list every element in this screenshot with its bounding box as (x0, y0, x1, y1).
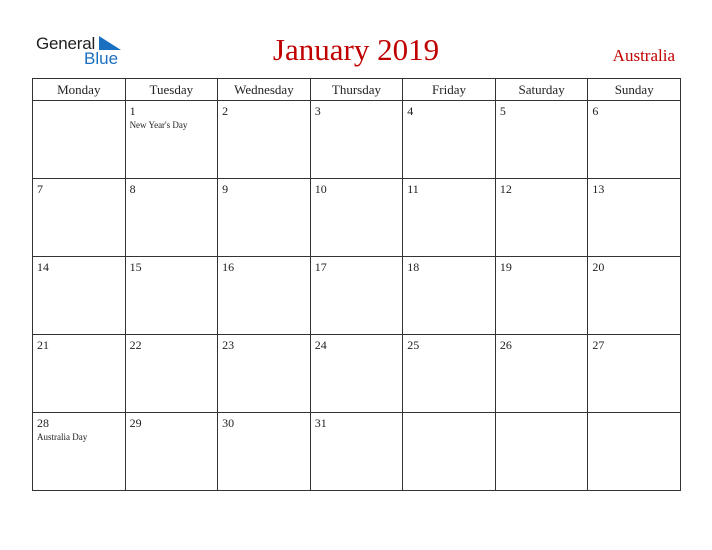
day-number: 5 (499, 104, 506, 118)
holiday-label (218, 352, 310, 354)
holiday-label (496, 118, 588, 120)
holiday-label (218, 274, 310, 276)
day-number: 25 (407, 338, 420, 352)
holiday-label (403, 118, 495, 120)
week-row (33, 101, 681, 179)
day-number: 4 (407, 104, 414, 118)
week-row (33, 179, 681, 257)
holiday-label (403, 416, 495, 418)
day-number: 3 (314, 104, 321, 118)
day-number: 1 (129, 104, 136, 118)
holiday-label (403, 352, 495, 354)
day-number: 22 (129, 338, 142, 352)
day-cell (125, 257, 218, 335)
holiday-label (33, 104, 125, 106)
day-number: 11 (407, 182, 419, 196)
day-cell (588, 413, 681, 491)
day-cell (495, 101, 588, 179)
holiday-label (311, 196, 403, 198)
day-cell (403, 335, 496, 413)
day-cell (495, 179, 588, 257)
day-number: 26 (499, 338, 512, 352)
holiday-label (126, 430, 218, 432)
day-cell (310, 257, 403, 335)
day-number: 21 (37, 338, 49, 352)
day-number: 10 (314, 182, 327, 196)
day-cell (403, 101, 496, 179)
day-cell (495, 413, 588, 491)
day-number: 2 (222, 104, 229, 118)
day-number: 28 (37, 416, 49, 430)
day-cell (218, 179, 311, 257)
holiday-label (33, 196, 125, 198)
day-number: 14 (37, 260, 49, 274)
weekday-header: Monday (33, 79, 126, 101)
holiday-label (588, 352, 680, 354)
day-number: 19 (499, 260, 512, 274)
country-label: Australia (612, 46, 675, 65)
holiday-label (33, 274, 125, 276)
day-number: 23 (222, 338, 235, 352)
holiday-label (126, 352, 218, 354)
holiday-label (311, 430, 403, 432)
weekday-header: Sunday (588, 79, 681, 101)
day-cell (588, 335, 681, 413)
day-cell (33, 179, 126, 257)
day-cell (495, 257, 588, 335)
day-cell (218, 257, 311, 335)
calendar-title: January 2019 (272, 32, 440, 67)
holiday-label (218, 430, 310, 432)
day-number: 20 (592, 260, 605, 274)
day-cell (310, 179, 403, 257)
day-cell (588, 101, 681, 179)
logo-text-blue: Blue (84, 49, 119, 68)
day-cell (310, 335, 403, 413)
week-row (33, 413, 681, 491)
day-cell (588, 179, 681, 257)
holiday-label (403, 274, 495, 276)
day-cell (310, 101, 403, 179)
holiday-label (496, 196, 588, 198)
day-cell (403, 179, 496, 257)
day-cell (125, 413, 218, 491)
holiday-label (496, 352, 588, 354)
day-cell (33, 257, 126, 335)
weekday-header-row (33, 79, 681, 101)
holiday-label (126, 196, 218, 198)
day-cell (218, 335, 311, 413)
holiday-label: New Year's Day (129, 120, 188, 130)
logo-text-general: General (36, 34, 96, 53)
holiday-label (403, 196, 495, 198)
day-cell (33, 101, 126, 179)
weekday-header: Wednesday (218, 79, 311, 101)
day-cell (403, 257, 496, 335)
day-cell (33, 413, 126, 491)
day-number: 30 (222, 416, 235, 430)
day-number: 17 (314, 260, 327, 274)
day-cell (218, 101, 311, 179)
week-row (33, 257, 681, 335)
day-number: 13 (592, 182, 605, 196)
weekday-header: Tuesday (125, 79, 218, 101)
day-number: 15 (129, 260, 142, 274)
day-cell (125, 335, 218, 413)
week-row (33, 335, 681, 413)
day-number: 16 (222, 260, 235, 274)
day-number: 8 (129, 182, 136, 196)
holiday-label (588, 196, 680, 198)
day-number: 18 (407, 260, 420, 274)
holiday-label (311, 352, 403, 354)
day-cell (495, 335, 588, 413)
day-cell (310, 413, 403, 491)
holiday-label (311, 274, 403, 276)
day-cell (588, 257, 681, 335)
holiday-label (33, 352, 125, 354)
holiday-label (588, 274, 680, 276)
day-cell (125, 179, 218, 257)
holiday-label (496, 274, 588, 276)
weekday-header: Friday (403, 79, 496, 101)
holiday-label (588, 416, 680, 418)
weekday-header: Saturday (495, 79, 588, 101)
day-cell (218, 413, 311, 491)
day-number: 12 (499, 182, 512, 196)
holiday-label (311, 118, 403, 120)
day-number: 31 (314, 416, 327, 430)
day-number: 9 (222, 182, 229, 196)
day-cell (403, 413, 496, 491)
holiday-label (218, 196, 310, 198)
calendar-grid (32, 78, 681, 491)
weekday-header: Thursday (310, 79, 403, 101)
day-number: 27 (592, 338, 605, 352)
day-number: 24 (314, 338, 327, 352)
holiday-label (588, 118, 680, 120)
day-cell (33, 335, 126, 413)
day-cell (125, 101, 218, 179)
holiday-label (496, 416, 588, 418)
day-number: 29 (129, 416, 142, 430)
day-number: 6 (592, 104, 599, 118)
holiday-label (218, 118, 310, 120)
day-number: 7 (37, 182, 43, 196)
holiday-label (126, 274, 218, 276)
holiday-label: Australia Day (37, 432, 88, 442)
